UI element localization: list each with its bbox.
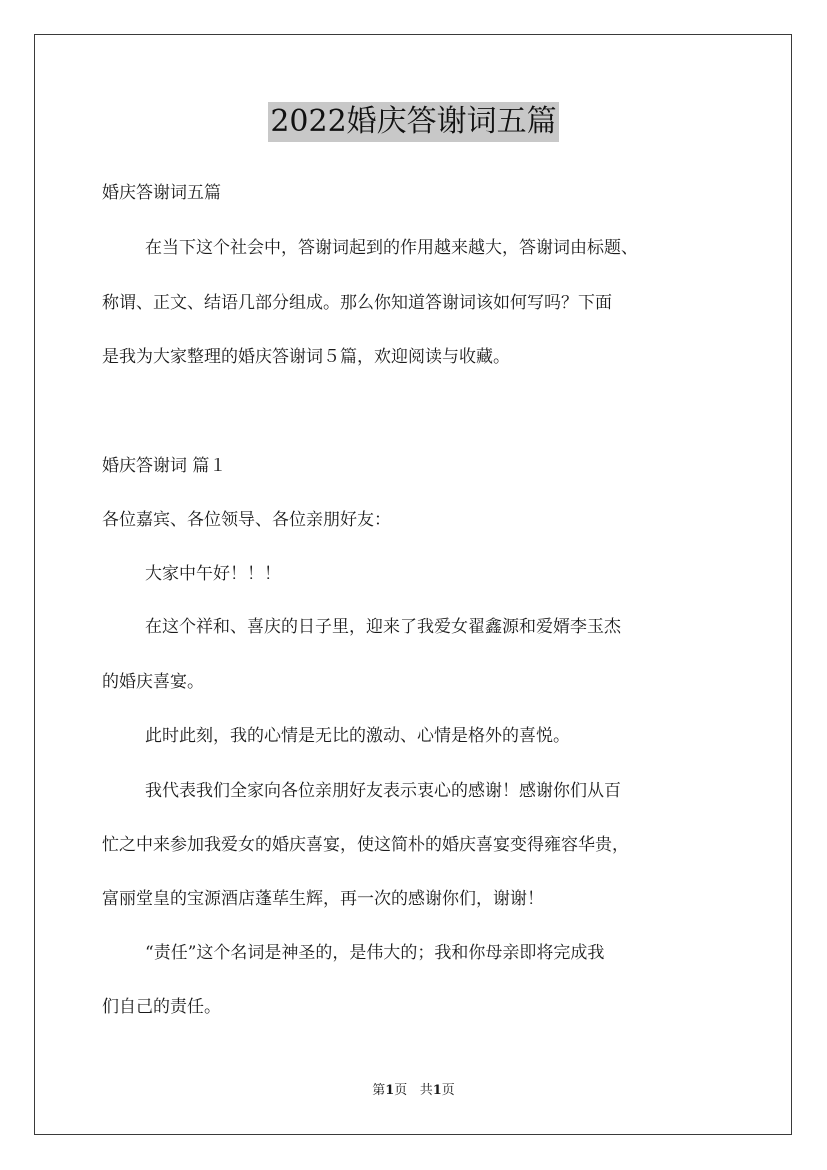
intro-line-1: 在当下这个社会中，答谢词起到的作用越来越大，答谢词由标题、	[145, 238, 638, 258]
page-prefix: 第	[372, 1083, 386, 1098]
body-line: “责任”这个名词是神圣的，是伟大的；我和你母亲即将完成我	[145, 943, 605, 963]
body-line: 的婚庆喜宴。	[102, 672, 204, 692]
section-heading: 婚庆答谢词 篇１	[102, 456, 227, 476]
body-line: 我代表我们全家向各位亲朋好友表示衷心的感谢！感谢你们从百	[145, 781, 621, 801]
body-line: 忙之中来参加我爱女的婚庆喜宴，使这简朴的婚庆喜宴变得雍容华贵，	[102, 835, 629, 855]
salutation: 各位嘉宾、各位领导、各位亲朋好友：	[102, 510, 391, 530]
total-suffix: 页	[441, 1083, 455, 1098]
document-title: 2022婚庆答谢词五篇	[268, 102, 558, 142]
subtitle: 婚庆答谢词五篇	[102, 183, 221, 203]
body-line: 们自己的责任。	[102, 997, 221, 1017]
body-line: 富丽堂皇的宝源酒店蓬荜生辉，再一次的感谢你们，谢谢！	[102, 889, 544, 909]
greeting: 大家中午好！！！	[145, 564, 281, 584]
total-prefix: 共	[419, 1083, 433, 1098]
body-line: 在这个祥和、喜庆的日子里，迎来了我爱女翟鑫源和爱婿李玉杰	[145, 617, 621, 637]
title-container	[0, 102, 827, 142]
intro-line-3: 是我为大家整理的婚庆答谢词５篇，欢迎阅读与收藏。	[102, 347, 510, 367]
page-suffix: 页	[394, 1083, 408, 1098]
intro-line-2: 称谓、正文、结语几部分组成。那么你知道答谢词该如何写吗？下面	[102, 293, 612, 313]
page-footer	[0, 1083, 827, 1099]
body-line: 此时此刻，我的心情是无比的激动、心情是格外的喜悦。	[145, 726, 570, 746]
total-pages: 1	[432, 1083, 442, 1098]
page-number: 1	[385, 1083, 395, 1098]
